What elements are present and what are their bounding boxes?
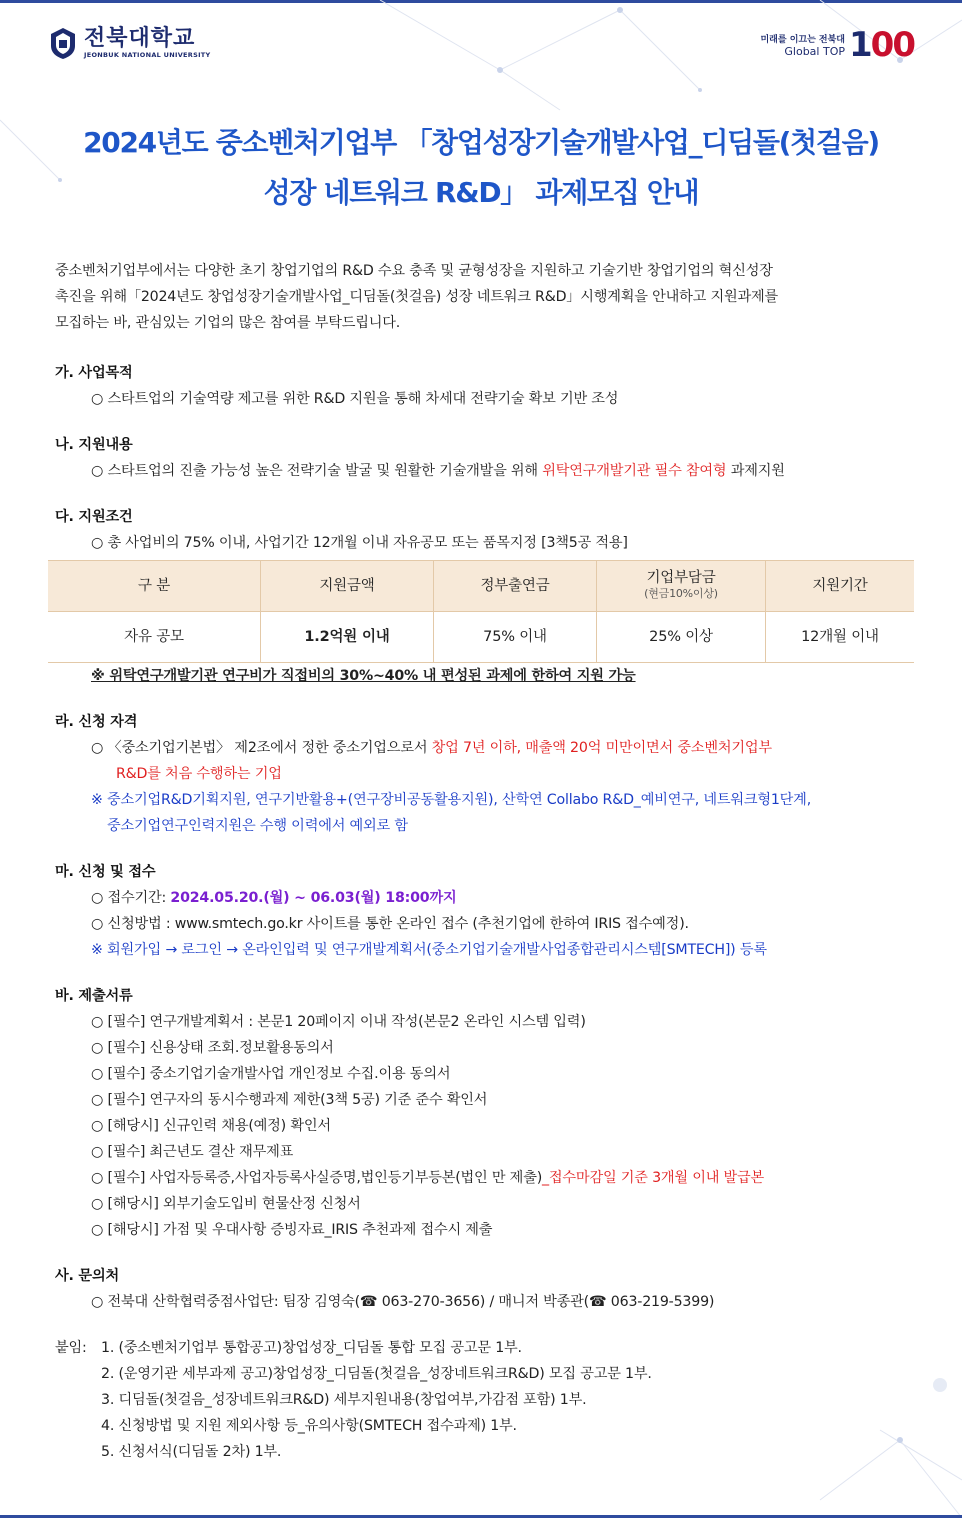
section-ra-note-1: ※ 중소기업R&D기획지원, 연구기반활용+(연구장비공동활용지원), 산학연 Collabo R&D_예비연구, 네트워크형1단계,	[91, 792, 812, 808]
section-ma-period	[55, 885, 925, 911]
table-header-gov-fund: 정부출연금	[434, 561, 597, 612]
section-ga-item: ○ 스타트업의 기술역량 제고를 위한 R&D 지원을 통해 차세대 전략기술 확보 기반 조성	[91, 391, 619, 407]
document-item-6: ○ [필수] 최근년도 결산 재무제표	[91, 1144, 294, 1160]
table-header-row	[48, 561, 914, 612]
attachments-list	[101, 1335, 652, 1465]
section-ga-title: 가. 사업목적	[55, 365, 133, 381]
section-na-item-text: ○ 스타트업의 진출 가능성 높은 전략기술 발굴 및 원활한 기술개발을 위해	[91, 463, 543, 479]
document-item-7-highlight: _접수마감일 기준 3개월 이내 발급본	[542, 1170, 765, 1186]
table-header-period: 지원기간	[766, 561, 915, 612]
document-body	[55, 258, 925, 1465]
badge-slogan: 미래를 이끄는 전북대	[760, 35, 845, 45]
attachment-item: 1. (중소벤처기업부 통합공고)창업성장_디딤돌 통합 모집 공고문 1부.	[101, 1340, 522, 1356]
section-ma-note: ※ 회원가입 → 로그인 → 온라인입력 및 연구개발계획서(중소기업기술개발사업종합관리시스템[SMTECH]) 등록	[91, 942, 767, 958]
table-cell-amount: 1.2억원 이내	[261, 612, 434, 663]
title-line-2: 성장 네트워크 R&D」 과제모집 안내	[263, 176, 699, 209]
title-line-1: 2024년도 중소벤처기업부 「창업성장기술개발사업_디딤돌(첫걸음)	[83, 126, 879, 159]
intro-line-2: 촉진을 위해「2024년도 창업성장기술개발사업_디딤돌(첫걸음) 성장 네트워크 R&D」시행계획을 안내하고 지원과제를	[55, 289, 778, 305]
table-header-amount: 지원금액	[261, 561, 434, 612]
page-title	[0, 118, 962, 218]
period-label: ○ 접수기간:	[91, 890, 171, 906]
document-item-1: ○ [필수] 연구개발계획서 : 본문1 20페이지 이내 작성(본문2 온라인 시스템 입력)	[91, 1014, 586, 1030]
table-row	[48, 612, 914, 663]
badge-number	[849, 25, 914, 65]
section-da-item: ○ 총 사업비의 75% 이내, 사업기간 12개월 이내 자유공모 또는 품목지정 [3책5공 적용]	[91, 535, 628, 551]
section-ra-item-text: ○ 〈중소기업기본법〉 제2조에서 정한 중소기업으로서	[91, 740, 432, 756]
section-da-title: 다. 지원조건	[55, 509, 133, 525]
attachment-item: 3. 디딤돌(첫걸음_성장네트워크R&D) 세부지원내용(창업여부,가감점 포함) 1부.	[101, 1392, 587, 1408]
university-logo	[48, 26, 211, 60]
section-ra-title: 라. 신청 자격	[55, 714, 138, 730]
section-na-title: 나. 지원내용	[55, 437, 133, 453]
section-ra-item	[55, 735, 925, 761]
table-header-company-share	[597, 561, 766, 612]
attachments-label: 붙임:	[55, 1340, 87, 1356]
section-na-item-tail: 과제지원	[726, 463, 785, 479]
table-cell-company-share: 25% 이상	[597, 612, 766, 663]
period-value: 2024.05.20.(월) ~ 06.03(월) 18:00까지	[170, 890, 457, 906]
table-header-company-share-label: 기업부담금	[646, 570, 716, 586]
document-item-3: ○ [필수] 중소기업기술개발사업 개인정보 수집.이용 동의서	[91, 1066, 451, 1082]
section-na-highlight: 위탁연구개발기관 필수 참여형	[542, 463, 727, 479]
logo-korean-name: 전북대학교	[84, 26, 196, 51]
logo-english-name: JEONBUK NATIONAL UNIVERSITY	[84, 51, 211, 59]
document-item-8: ○ [해당시] 외부기술도입비 현물산정 신청서	[91, 1196, 361, 1212]
section-na-item	[55, 458, 925, 484]
section-ma-method: ○ 신청방법 : www.smtech.go.kr 사이트를 통한 온라인 접수 (추천기업에 한하여 IRIS 접수예정).	[91, 916, 689, 932]
support-conditions-table	[48, 560, 914, 663]
section-ra-note-2: 중소기업연구인력지원은 수행 이력에서 예외로 함	[107, 818, 408, 834]
table-cell-category: 자유 공모	[48, 612, 261, 663]
table-header-category: 구 분	[48, 561, 261, 612]
section-ra-highlight-2: R&D를 처음 수행하는 기업	[116, 766, 282, 782]
section-ba-title: 바. 제출서류	[55, 988, 133, 1004]
attachments	[55, 1335, 925, 1465]
table-header-company-share-sub: (현금10%이상)	[644, 587, 718, 600]
document-item-5: ○ [해당시] 신규인력 채용(예정) 확인서	[91, 1118, 331, 1134]
attachment-item: 5. 신청서식(디딤돌 2차) 1부.	[101, 1444, 282, 1460]
document-item-9: ○ [해당시] 가점 및 우대사항 증빙자료_IRIS 추천과제 접수시 제출	[91, 1222, 493, 1238]
table-cell-gov-fund: 75% 이내	[434, 612, 597, 663]
section-ma-title: 마. 신청 및 접수	[55, 864, 156, 880]
section-da-note: ※ 위탁연구개발기관 연구비가 직접비의 30%~40% 내 편성된 과제에 한하여 지원 가능	[91, 668, 636, 684]
document-item-2: ○ [필수] 신용상태 조회.정보활용동의서	[91, 1040, 334, 1056]
section-ra-highlight-1: 창업 7년 이하, 매출액 20억 미만이면서 중소벤처기업부	[431, 740, 772, 756]
document-item-7-text: ○ [필수] 사업자등록증,사업자등록사실증명,법인등기부등본(법인 만 제출)	[91, 1170, 543, 1186]
contact-info: ○ 전북대 산학협력중점사업단: 팀장 김영숙(☎ 063-270-3656) / 매니저 박종관(☎ 063-219-5399)	[91, 1294, 715, 1310]
table-cell-period: 12개월 이내	[766, 612, 915, 663]
section-sa-title: 사. 문의처	[55, 1268, 119, 1284]
attachment-item: 4. 신청방법 및 지원 제외사항 등_유의사항(SMTECH 접수과제) 1부.	[101, 1418, 517, 1434]
badge-number-zeros: 00	[870, 25, 914, 65]
attachment-item: 2. (운영기관 세부과제 공고)창업성장_디딤돌(첫걸음_성장네트워크R&D) 모집 공고문 1부.	[101, 1366, 652, 1382]
document-item-7	[55, 1165, 925, 1191]
university-emblem-icon	[48, 26, 78, 60]
document-item-4: ○ [필수] 연구자의 동시수행과제 제한(3책 5공) 기준 준수 확인서	[91, 1092, 488, 1108]
badge-global-top: Global TOP	[784, 45, 845, 58]
intro-line-3: 모집하는 바, 관심있는 기업의 많은 참여를 부탁드립니다.	[55, 315, 401, 331]
badge-number-one: 1	[849, 25, 871, 65]
intro-line-1: 중소벤처기업부에서는 다양한 초기 창업기업의 R&D 수요 충족 및 균형성장을 지원하고 기술기반 창업기업의 혁신성장	[55, 263, 773, 279]
global-top-100-badge	[760, 25, 914, 65]
